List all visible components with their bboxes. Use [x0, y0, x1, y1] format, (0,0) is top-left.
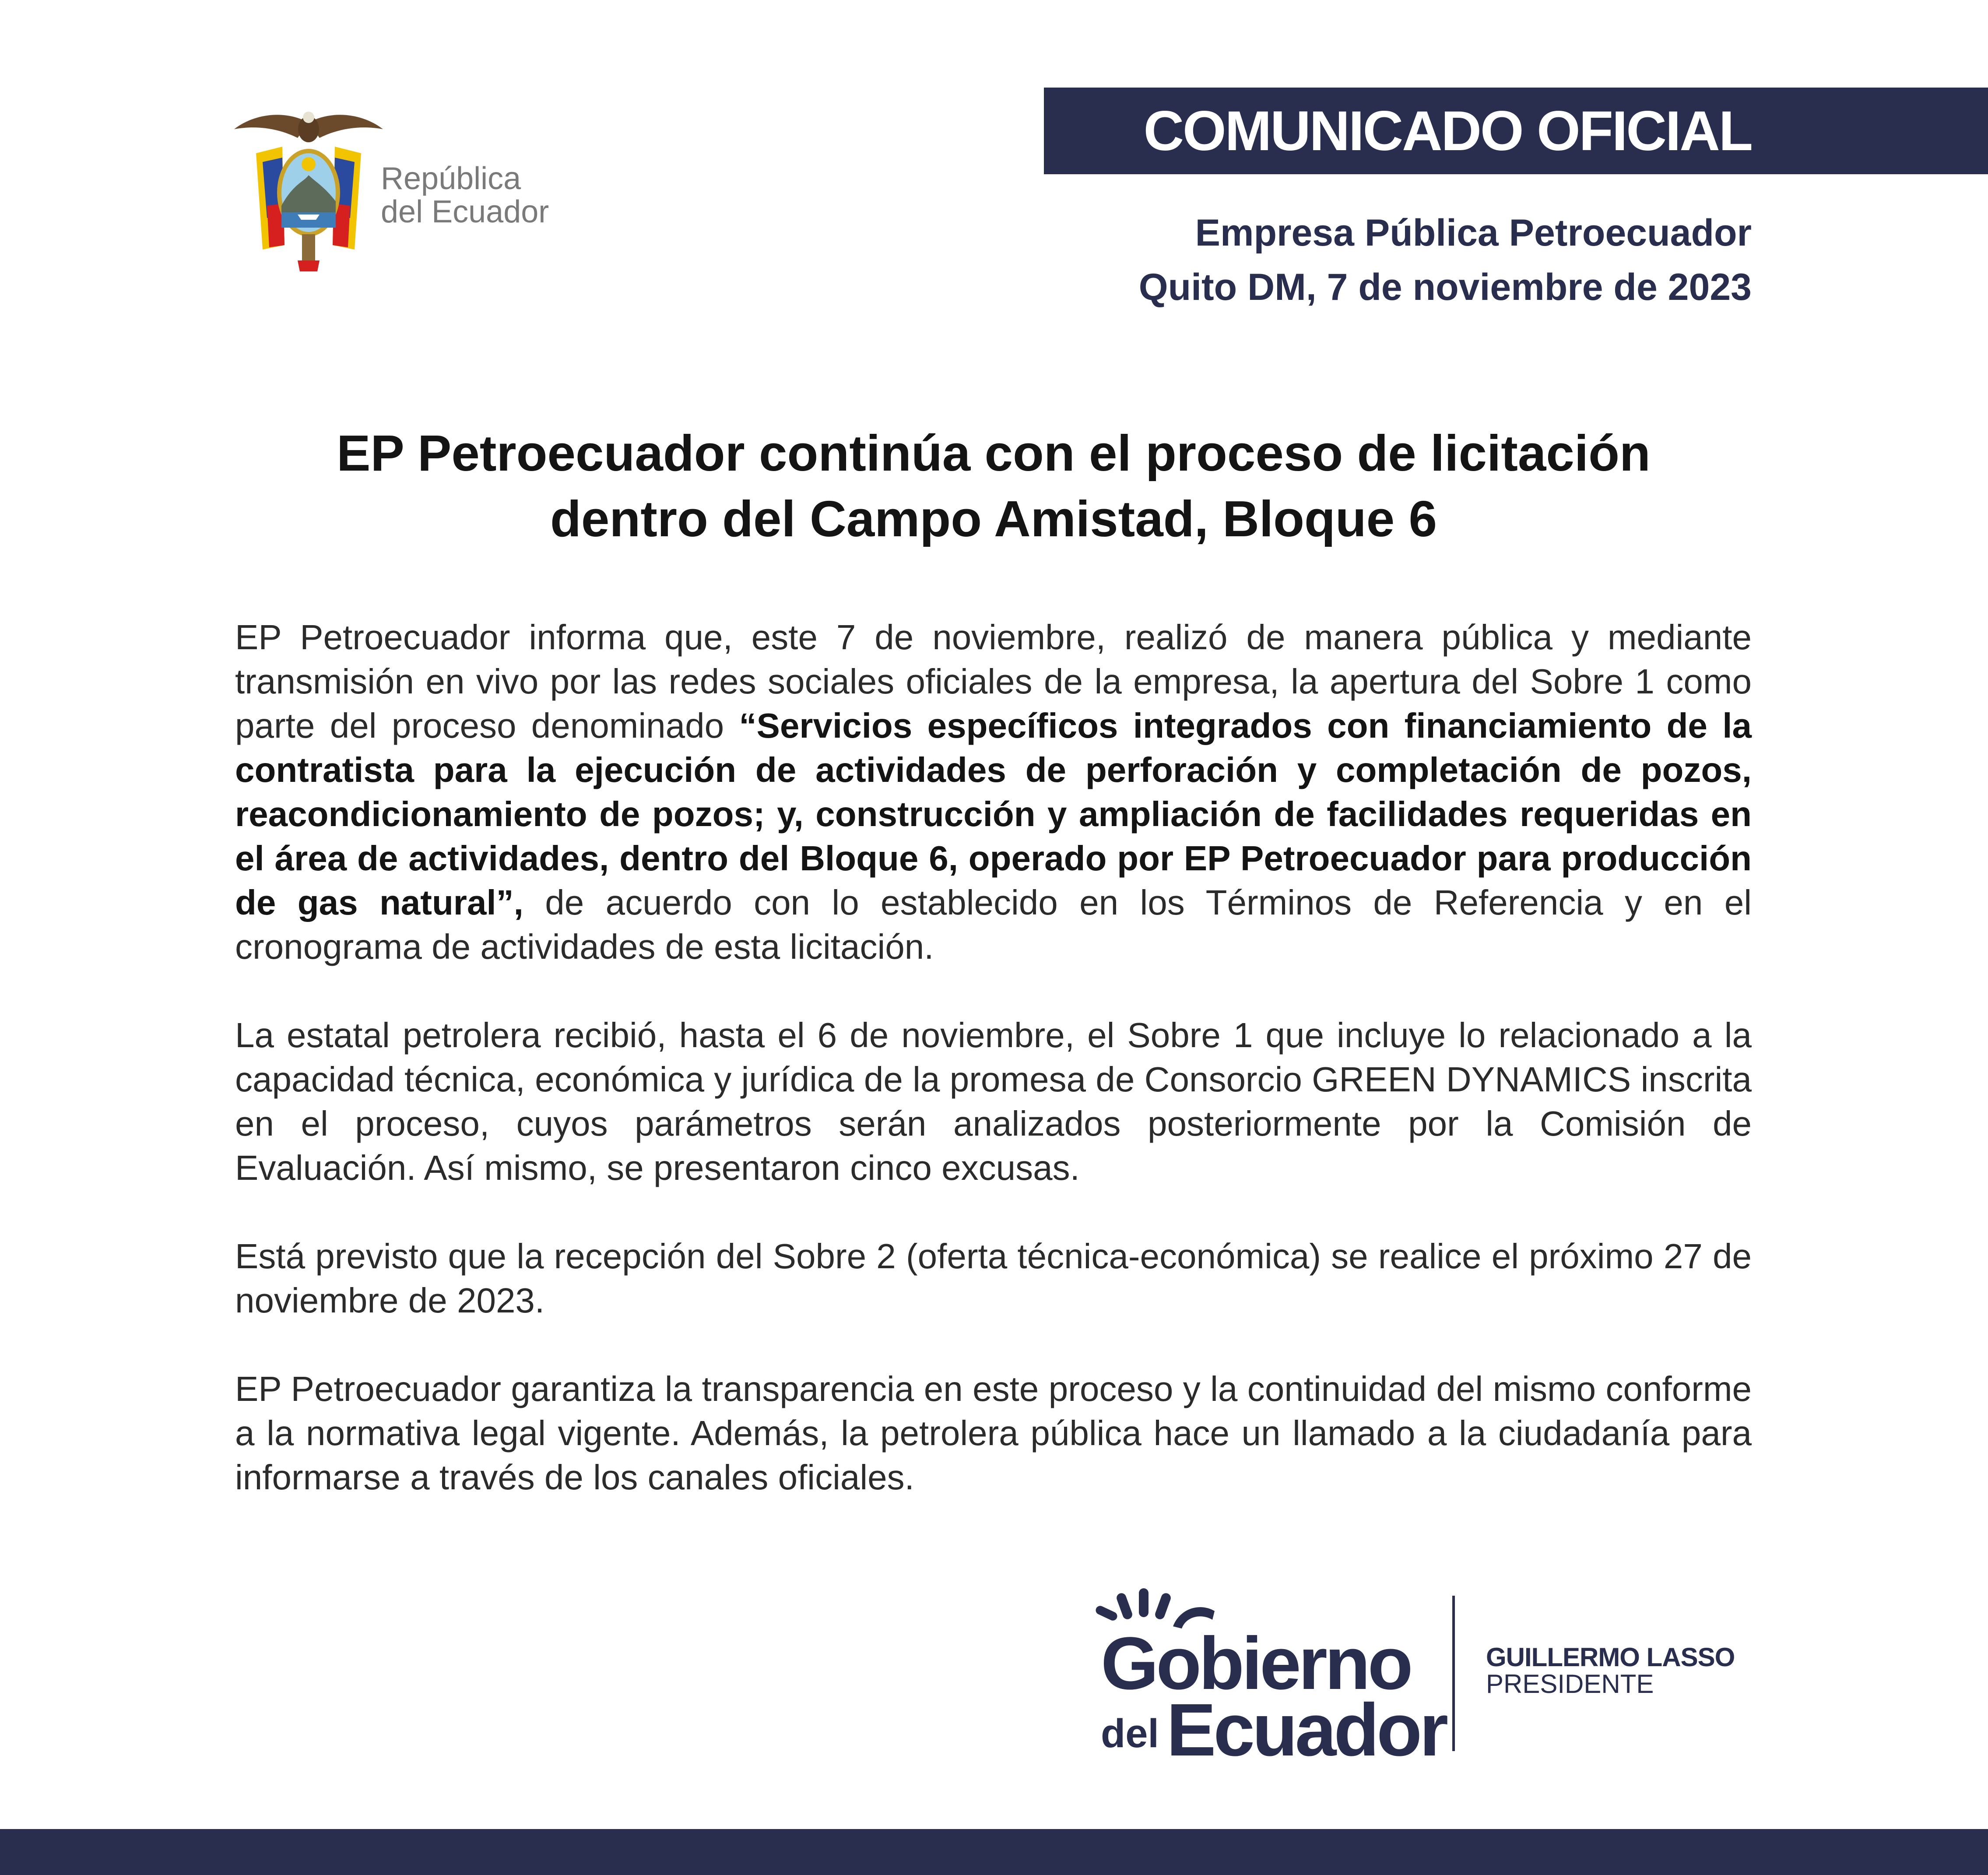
country-name — [381, 162, 549, 229]
paragraph-1-end: de acuerdo con lo establecido en los Términos de Referencia y en el cronograma de actividades de esta licitación. — [235, 883, 1752, 966]
paragraph-1 — [235, 615, 1752, 969]
paragraph-1-intro: EP Petroecuador informa que, este 7 de noviembre, realizó de manera pública y mediante transmisión en vivo por las redes sociales oficiales de la empresa, la apertura del Sobre 1 como parte del proceso denominado — [235, 618, 1752, 745]
place-date: Quito DM, 7 de noviembre de 2023 — [1138, 266, 1752, 308]
logo-word-ecuador: Ecuador — [1166, 1689, 1446, 1772]
official-communique-banner — [1044, 88, 1988, 174]
body-text — [235, 615, 1752, 1544]
organization-name: Empresa Pública Petroecuador — [1195, 212, 1752, 254]
president-signature — [1486, 1644, 1735, 1697]
gobierno-logo — [1085, 1585, 1446, 1772]
paragraph-4: EP Petroecuador garantiza la transparencia en este proceso y la continuidad del mismo conforme a la normativa legal vigente. Además, la petrolera pública hace un llamado a la ciudadanía para informarse a través de los canales oficiales. — [235, 1369, 1752, 1497]
bottom-bar — [0, 1829, 1988, 1875]
title-line1: EP Petroecuador continúa con el proceso de licitación — [337, 425, 1651, 482]
logo-word-del: del — [1101, 1711, 1159, 1756]
paragraph-2: La estatal petrolera recibió, hasta el 6 de noviembre, el Sobre 1 que incluye lo relacionado a la capacidad técnica, económica y jurídica de la promesa de Consorcio GREEN DYNAMICS inscrita en el proceso, cuyos parámetros serán analizados posteriormente por la Comisión de Evaluación. Así mismo, se presentaron cinco excusas. — [235, 1016, 1752, 1187]
paragraph-1-process-name: “Servicios específicos integrados con financiamiento de la contratista para la ejecución de actividades de perforación y completación de pozos, reacondicionamiento de pozos; y, construcción y ampliación de facilidades requeridas en el área de actividades, dentro del Bloque 6, operado por EP Petroecuador para producción de gas natural”, — [235, 706, 1752, 922]
logo-word-gobierno: Gobierno — [1101, 1622, 1411, 1705]
paragraph-3: Está previsto que la recepción del Sobre 2 (oferta técnica-económica) se realice el próximo 27 de noviembre de 2023. — [235, 1237, 1752, 1320]
banner-text: COMUNICADO OFICIAL — [1143, 99, 1752, 162]
country-line2: del Ecuador — [381, 194, 549, 229]
country-line1: República — [381, 161, 521, 196]
title-line2: dentro del Campo Amistad, Bloque 6 — [550, 490, 1437, 547]
page-title — [184, 420, 1803, 552]
coat-of-arms-icon — [232, 105, 385, 271]
president-role: PRESIDENTE — [1486, 1669, 1654, 1699]
logo-divider — [1452, 1596, 1455, 1751]
president-name: GUILLERMO LASSO — [1486, 1643, 1735, 1672]
header-meta — [1139, 206, 1752, 314]
